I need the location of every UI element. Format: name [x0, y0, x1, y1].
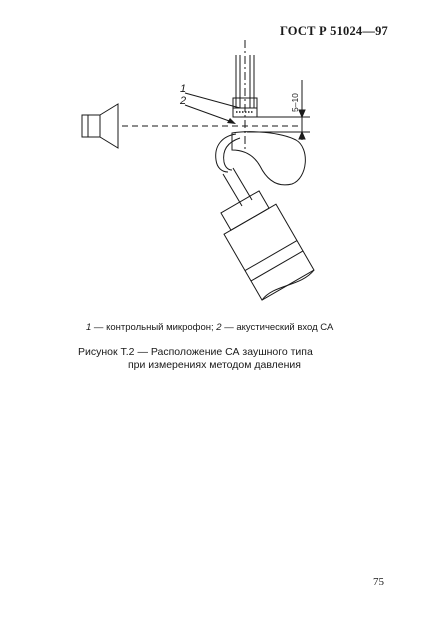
figure-caption	[78, 346, 338, 372]
legend-text-2: — акустический вход СА	[221, 322, 334, 333]
measuring-microphone	[214, 187, 315, 302]
hearing-aid	[216, 132, 306, 185]
document-header: ГОСТ Р 51024—97	[279, 24, 388, 38]
legend-number-2: 2	[216, 322, 222, 333]
callout-1-label: 1	[180, 83, 187, 95]
callout-1-leader	[185, 93, 240, 108]
legend-text-1: — контрольный микрофон;	[91, 322, 217, 333]
dimension-marker	[247, 80, 310, 140]
loudspeaker-icon	[82, 104, 118, 148]
page-number: 75	[373, 576, 384, 588]
callout-2-leader	[185, 105, 232, 122]
caption-line-1: Рисунок Т.2 — Расположение СА заушного типа	[78, 346, 313, 358]
caption-line-2: при измерениях методом давления	[128, 359, 301, 371]
callout-2-label: 2	[180, 95, 187, 107]
dimension-label: 5–10	[290, 93, 300, 112]
figure-legend	[86, 322, 333, 333]
legend-number-1: 1	[86, 322, 92, 333]
coupler-tube	[223, 168, 252, 206]
